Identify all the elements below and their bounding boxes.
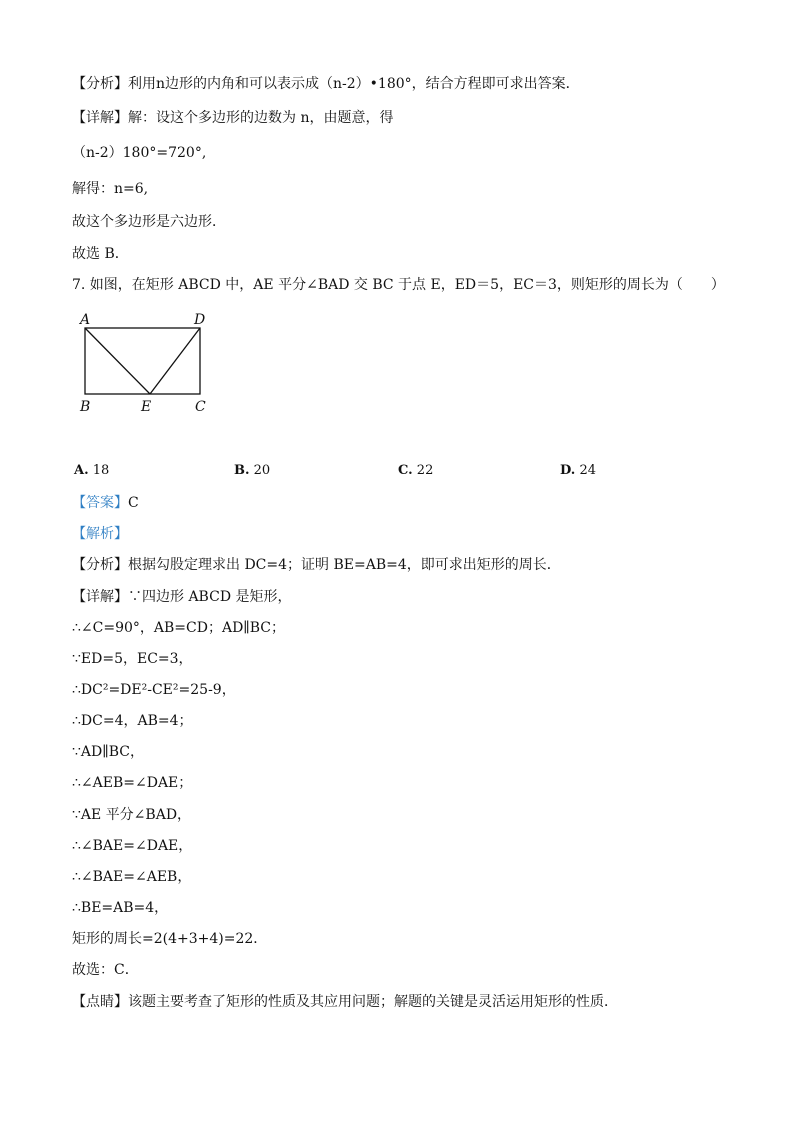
choice-line: 故选 B．	[72, 246, 129, 262]
label-c: C	[195, 399, 206, 415]
detail-7: 【详解】∵四边形 ABCD 是矩形，	[72, 589, 292, 605]
step-11: 矩形的周长=2(4+3+4)=22．	[72, 931, 268, 947]
dianjing-line: 【点睛】该题主要考查了矩形的性质及其应用问题；解题的关键是灵活运用矩形的性质．	[72, 994, 618, 1010]
step-10: ∴BE=AB=4，	[72, 900, 169, 916]
answer-line: 【答案】C	[72, 495, 139, 511]
step-1: ∴∠C=90°，AB=CD；AD∥BC；	[72, 620, 286, 636]
label-b: B	[80, 399, 91, 415]
rectangle-abcd	[85, 328, 200, 394]
choice-c[interactable]: C. 22	[398, 463, 434, 478]
detail-line: 【详解】解：设这个多边形的边数为 n，由题意，得	[72, 110, 394, 126]
label-a: A	[80, 312, 91, 328]
equation-line: （n-2）180°=720°,	[72, 145, 207, 161]
choice-d[interactable]: D. 24	[560, 463, 597, 478]
label-d: D	[194, 312, 206, 328]
rectangle-figure	[74, 308, 234, 418]
question-7: 7. 如图，在矩形 ABCD 中，AE 平分∠BAD 交 BC 于点 E，ED＝5，EC＝3，则矩形的周长为（ ）	[72, 277, 725, 293]
analysis-line: 【分析】利用n边形的内角和可以表示成（n-2）•180°，结合方程即可求出答案．	[72, 76, 580, 92]
step-7: ∵AE 平分∠BAD，	[72, 807, 192, 823]
step-9: ∴∠BAE=∠AEB，	[72, 869, 192, 885]
step-8: ∴∠BAE=∠DAE，	[72, 838, 193, 854]
solution-line: 解得：n=6,	[72, 181, 149, 197]
step-2: ∵ED=5，EC=3，	[72, 651, 193, 667]
step-12: 故选：C．	[72, 962, 139, 978]
choice-a[interactable]: A. 18	[74, 463, 110, 478]
analysis-7: 【分析】根据勾股定理求出 DC=4；证明 BE=AB=4，即可求出矩形的周长．	[72, 557, 561, 573]
step-4: ∴DC=4，AB=4；	[72, 713, 193, 729]
step-6: ∴∠AEB=∠DAE；	[72, 775, 193, 791]
step-3: ∴DC²=DE²-CE²=25-9，	[72, 682, 236, 698]
step-5: ∵AD∥BC，	[72, 744, 144, 760]
choice-b[interactable]: B. 20	[234, 463, 271, 478]
segment-ed	[150, 328, 200, 394]
segment-ae	[85, 328, 150, 394]
jiexi-line: 【解析】	[72, 526, 128, 542]
label-e: E	[141, 399, 152, 415]
conclusion-line: 故这个多边形是六边形．	[72, 214, 226, 230]
